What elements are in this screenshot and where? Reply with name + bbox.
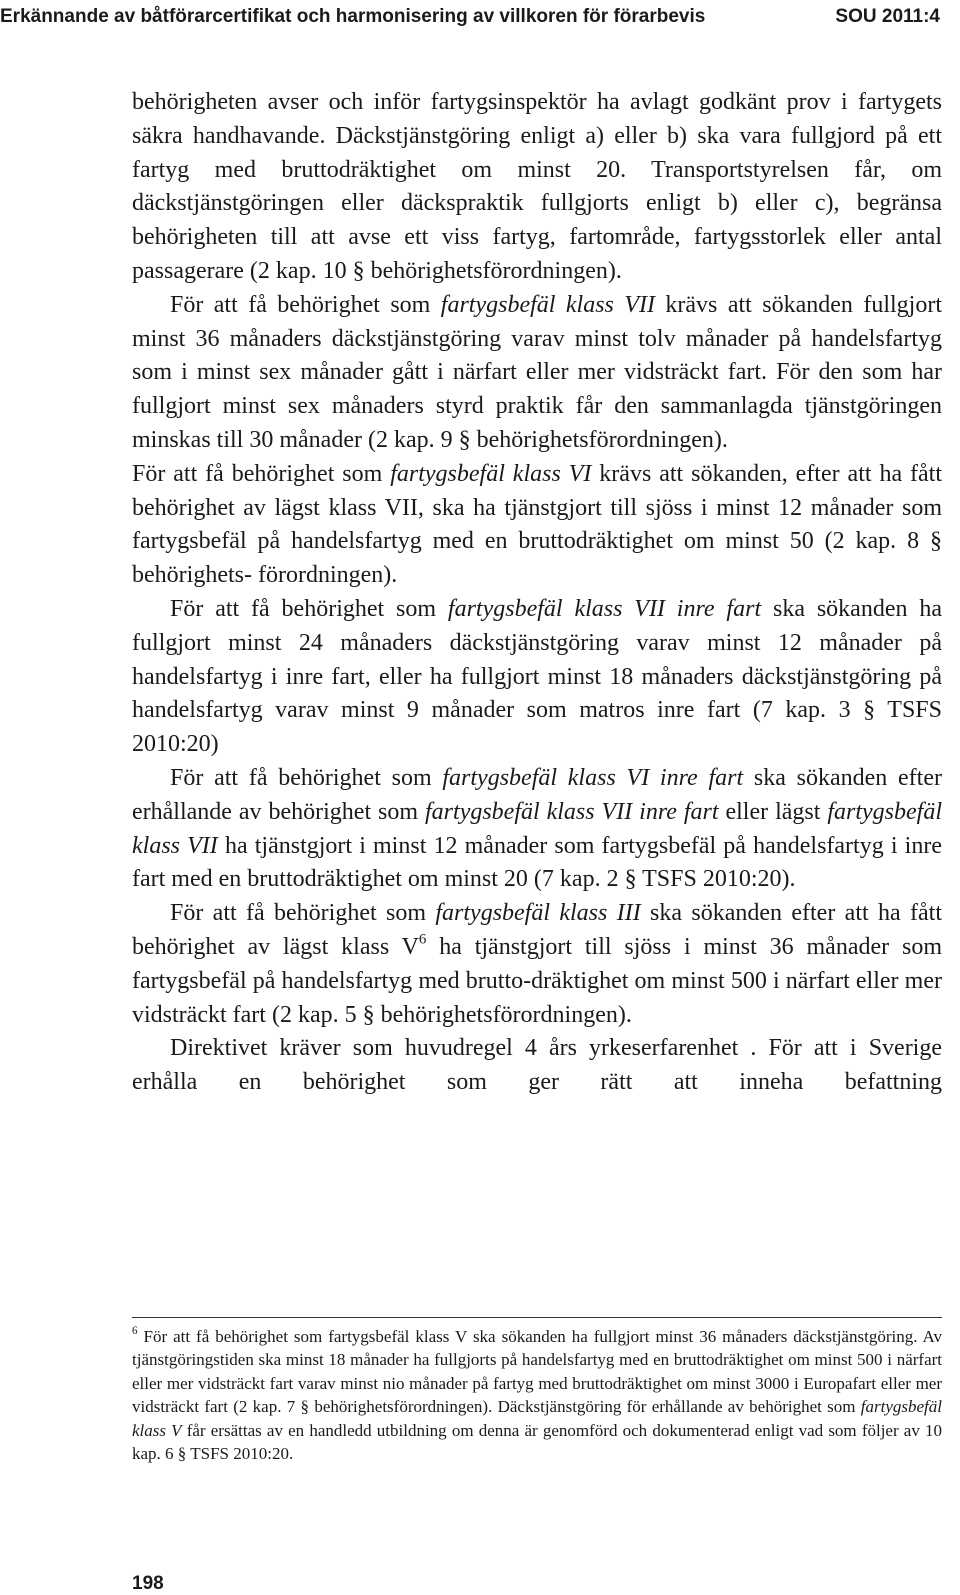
term-italic: fartygsbefäl klass VII <box>440 291 655 318</box>
footnote-divider <box>132 1317 942 1318</box>
report-id: SOU 2011:4 <box>835 6 940 27</box>
body-text <box>132 86 942 1100</box>
footnote-number: 6 <box>132 1325 138 1338</box>
term-italic: fartygsbefäl klass VII <box>132 798 942 859</box>
term-italic: fartygsbefäl klass VII inre fart <box>447 595 762 622</box>
paragraph-continuation: behörigheten avser och inför fartygsinspektör ha avlagt godkänt prov i fartygets säkra handhavande. Däckstjänstgöring enligt a) eller b) ska vara fullgjord på ett fartyg med bruttodräktighet om minst 20. Transportstyrelsen får, om däckstjänstgöringen eller däckspraktik fullgjorts enligt b) eller c), begränsa behörigheten till att avse ett viss fartyg, fartområde, fartygsstorlek eller antal passagerare (2 kap. 10 § behörighetsförordningen). <box>132 89 942 284</box>
footnote-ref[interactable]: 6 <box>418 931 427 948</box>
term-italic: fartygsbefäl klass V <box>132 1397 942 1440</box>
page-number: 198 <box>132 1573 164 1594</box>
paragraph-klass-vi-inre-fart: För att få behörighet som fartygsbefäl klass VI inre fart ska sökanden efter erhållande av behörighet som fartygsbefäl klass VII inre fart eller lägst fartygsbefäl klass VII ha tjänstgjort i minst 12 månader som fartygsbefäl på handelsfartyg i inre fart med en bruttodräktighet om minst 20 (7 kap. 2 § TSFS 2010:20). <box>132 764 942 893</box>
term-italic: fartygsbefäl klass VII inre fart <box>425 798 719 825</box>
term-italic: fartygsbefäl klass VI inre fart <box>442 764 744 791</box>
paragraph-klass-iii: För att få behörighet som fartygsbefäl klass III ska sökanden efter att ha fått behörighet av lägst klass $V^6$ ha tjänstgjort till sjöss i minst 36 månader som fartygsbefäl på handelsfartyg med brutto-dräktighet om minst 500 i närfart eller mer vidsträckt fart (2 kap. 5 § behörighetsförordningen). <box>132 900 942 1028</box>
footnotes <box>132 1325 942 1465</box>
paragraph-direktivet: Direktivet kräver som huvudregel 4 års yrkeserfarenhet . För att i Sverige erhålla en behörighet som ger rätt att inneha befattning <box>132 1035 942 1096</box>
footnote-6: $^6$ För att få behörighet som fartygsbefäl klass V ska sökanden ha fullgjort minst 36 månaders däckstjänstgöring. Av tjänstgöringstiden ska minst 18 månader ha fullgjorts på handelsfartyg med en bruttodräktighet om minst 500 i närfart eller mer vidsträckt fart varav minst nio månader på fartyg med bruttodräktighet om minst 3000 i Europafart eller mer vidsträckt fart (2 kap. 7 § behörighetsförordningen). Däckstjänstgöring för erhållande av behörighet som fartygsbefäl klass V får ersättas av en handledd utbildning om denna är genomförd och dokumenterad enligt vad som följer av 10 kap. 6 § TSFS 2010:20. <box>132 1325 943 1464</box>
running-head-title: Erkännande av båtförarcertifikat och harmonisering av villkoren för förarbevis <box>0 6 706 27</box>
paragraph-klass-vii: För att få behörighet som fartygsbefäl klass VII krävs att sökanden fullgjort minst 36 månaders däckstjänstgöring varav minst tolv månader på handelsfartyg som i minst sex månader gått i närfart eller mer vidsträckt fart. För den som har fullgjort minst sex månaders styrd praktik får den sammanlagda tjänstgöringen minskas till 30 månader (2 kap. 9 § behörighetsförordningen). <box>132 291 942 453</box>
paragraph-klass-vii-inre-fart: För att få behörighet som fartygsbefäl klass VII inre fart ska sökanden ha fullgjort minst 24 månaders däckstjänstgöring varav minst 12 månader på handelsfartyg i inre fart, eller ha fullgjort minst 18 månaders däckstjänstgöring på handelsfartyg varav minst 9 månader som matros inre fart (7 kap. 3 § TSFS 2010:20) <box>132 595 942 758</box>
term-italic: fartygsbefäl klass VI <box>390 460 592 487</box>
paragraph-klass-vi: För att få behörighet som fartygsbefäl klass VI krävs att sökanden, efter att ha fått behörighet av lägst klass VII, ska ha tjänstgjort till sjöss i minst 12 månader som fartygsbefäl på handelsfartyg med en bruttodräktighet om minst 50 (2 kap. 8 § behörighets- förordningen). <box>132 460 943 589</box>
term-italic: fartygsbefäl klass III <box>435 900 641 927</box>
